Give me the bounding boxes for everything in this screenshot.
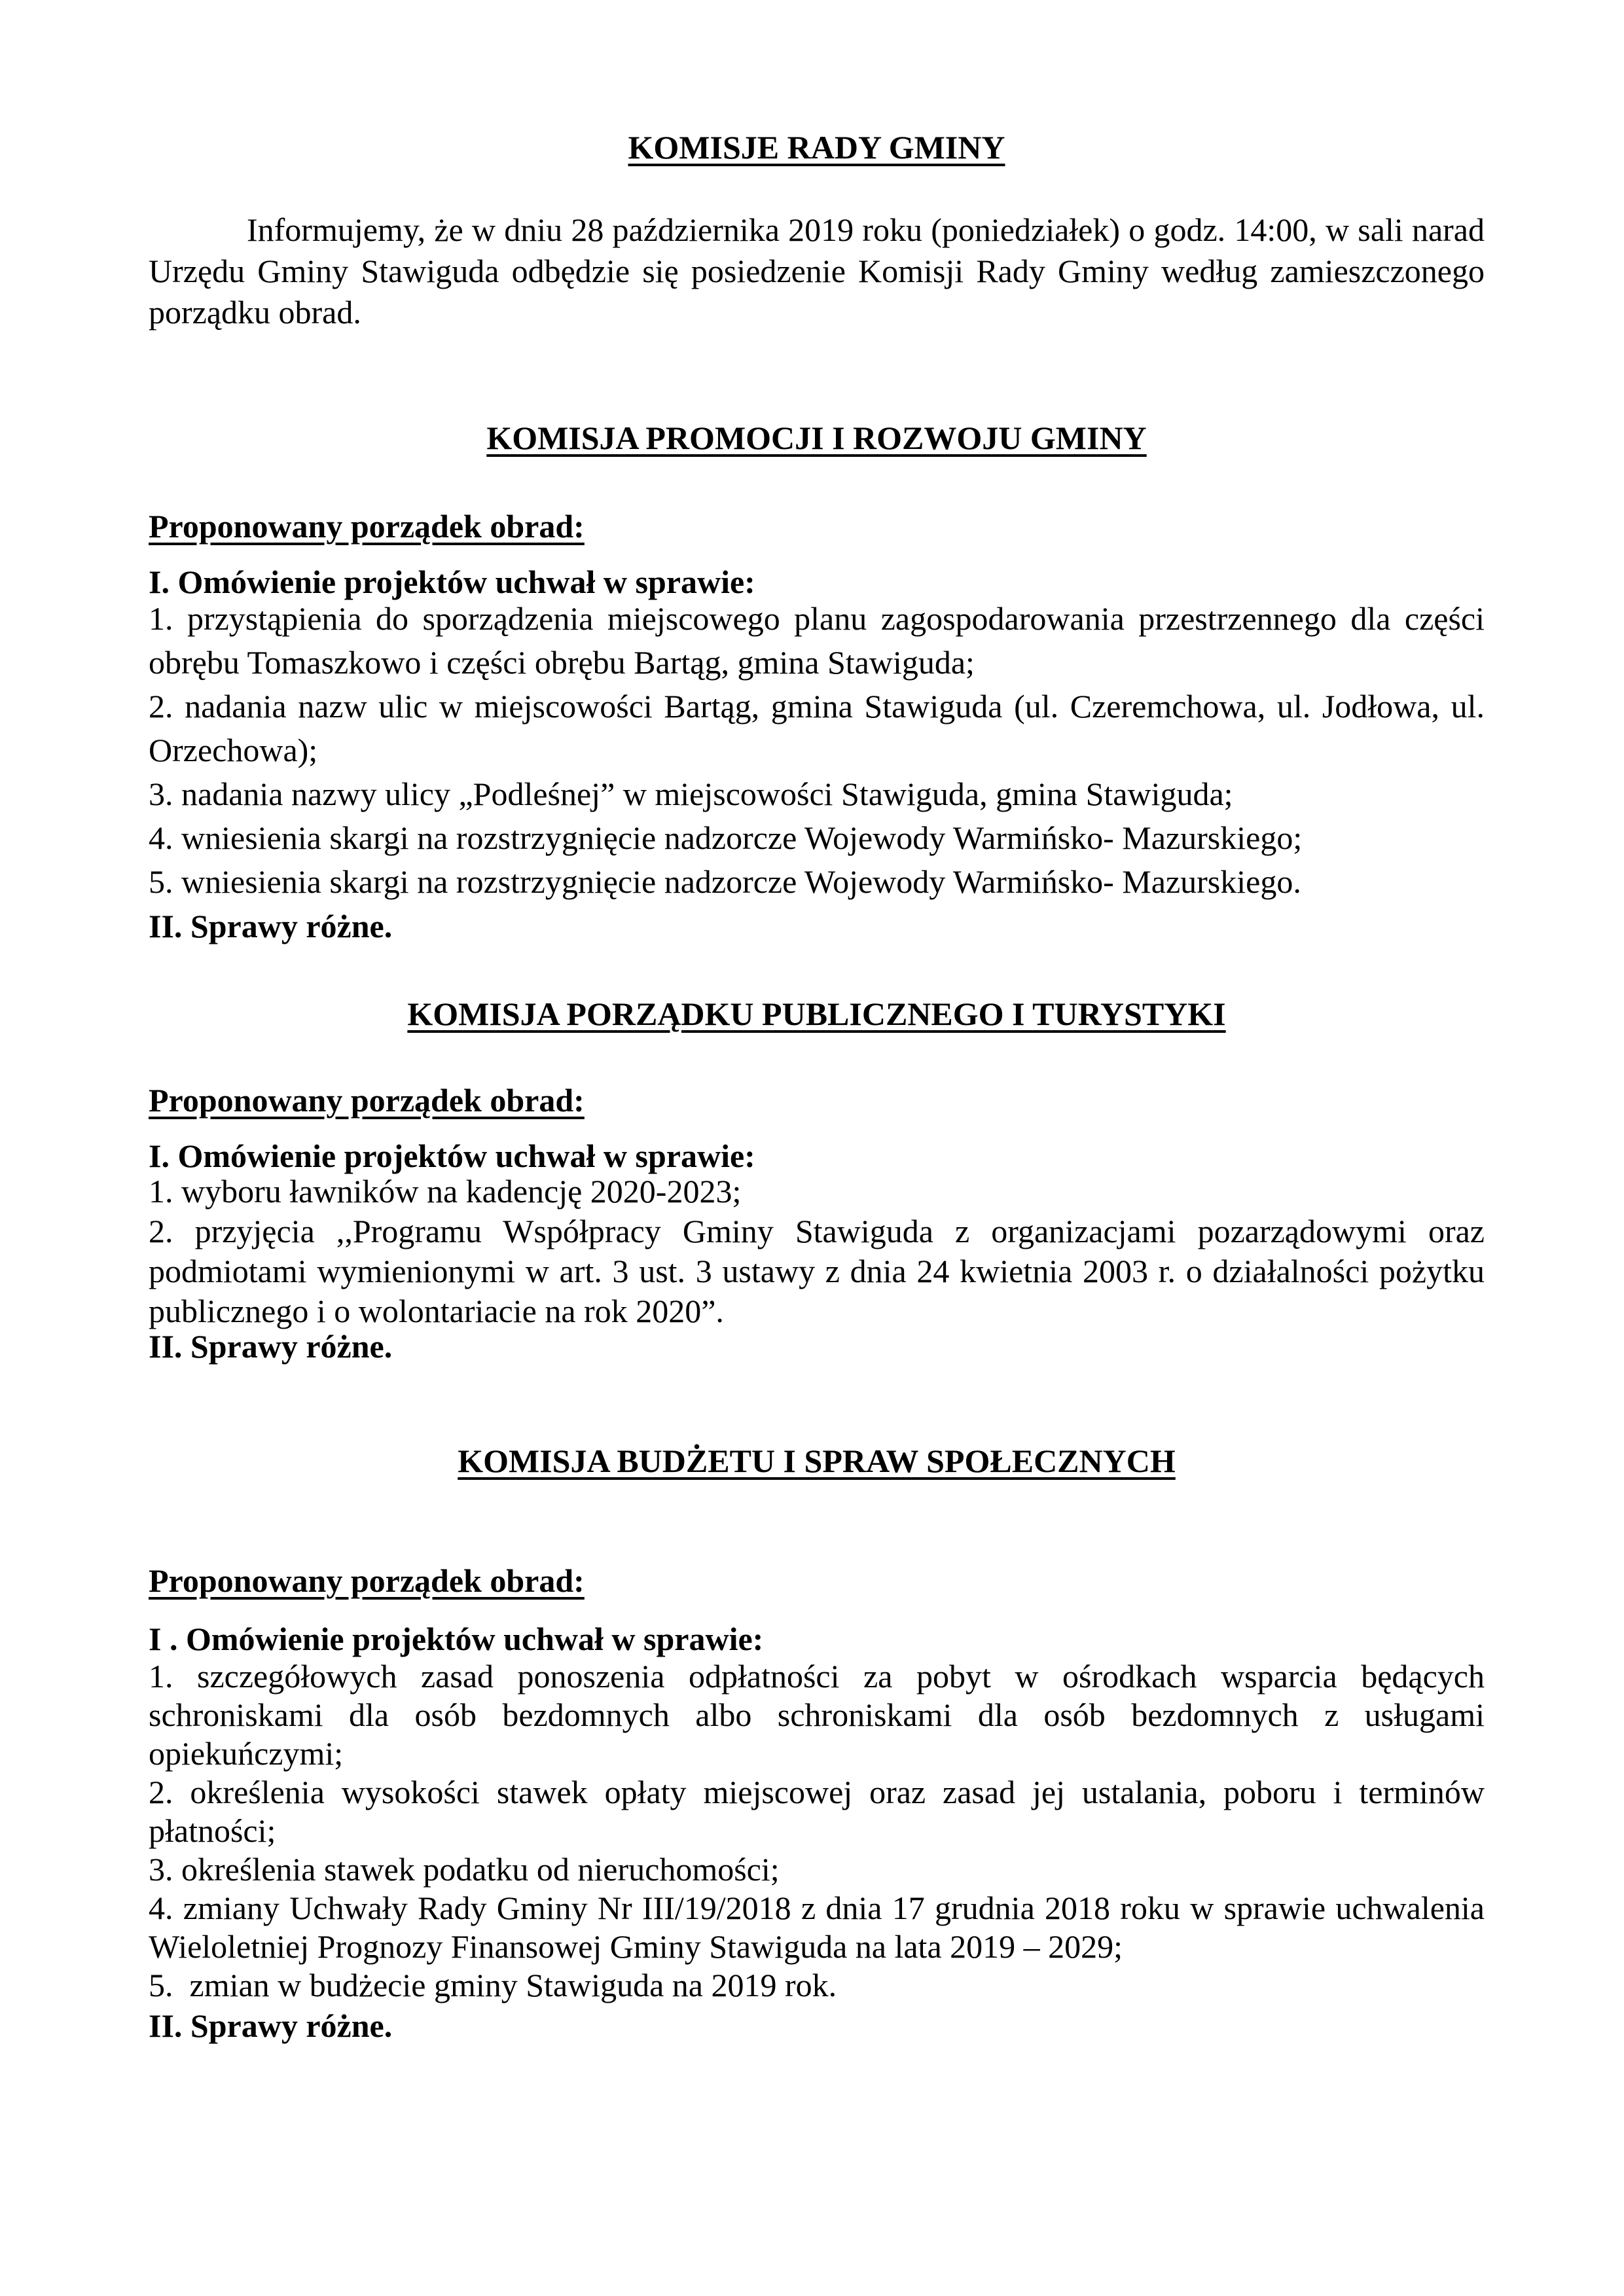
list-item: 5. wniesienia skargi na rozstrzygnięcie nadzorcze Wojewody Warmińsko- Mazurskiego. [149, 863, 1301, 900]
section-2-part-two: II. Sprawy różne. [149, 1328, 393, 1365]
document-title: KOMISJE RADY GMINY [628, 129, 1005, 166]
section-2-agenda-label-block [149, 1081, 1485, 1119]
list-item: 3. nadania nazwy ulicy „Podleśnej” w miejscowości Stawiguda, gmina Stawiguda; [149, 776, 1233, 812]
section-3-heading-block [149, 1442, 1485, 1480]
list-item: 2. przyjęcia ,,Programu Współpracy Gminy Stawiguda z organizacjami pozarządowymi oraz podmiotami wymienionymi w art. 3 ust. 3 ustawy z dnia 24 kwietnia 2003 r. o działalności pożytku publicznego i o wolontariacie na rok 2020”. [149, 1213, 1485, 1329]
section-3-agenda-label-block [149, 1562, 1485, 1600]
section-2-heading-block [149, 995, 1485, 1033]
section-1-part-one: I. Omówienie projektów uchwał w sprawie: [149, 564, 755, 600]
list-item: 1. wyboru ławników na kadencję 2020-2023; [149, 1173, 742, 1210]
list-item: 3. określenia stawek podatku od nieruchomości; [149, 1851, 780, 1888]
section-2-heading: KOMISJA PORZĄDKU PUBLICZNEGO I TURYSTYKI [407, 996, 1226, 1032]
section-3-heading: KOMISJA BUDŻETU I SPRAW SPOŁECZNYCH [458, 1443, 1176, 1479]
document-title-block [149, 128, 1485, 166]
section-1-items [149, 597, 1485, 904]
section-2-part-one: I. Omówienie projektów uchwał w sprawie: [149, 1138, 755, 1174]
section-1-agenda-label-block [149, 507, 1485, 545]
list-item: 2. nadania nazw ulic w miejscowości Bartąg, gmina Stawiguda (ul. Czeremchowa, ul. Jodłowa, ul. Orzechowa); [149, 688, 1485, 768]
section-1-heading: KOMISJA PROMOCJI I ROZWOJU GMINY [486, 420, 1147, 456]
section-2-agenda-label: Proponowany porządek obrad: [149, 1082, 585, 1119]
list-item: 2. określenia wysokości stawek opłaty miejscowej oraz zasad jej ustalania, poboru i terminów płatności; [149, 1774, 1485, 1849]
section-1-agenda-label: Proponowany porządek obrad: [149, 508, 585, 545]
section-3-items [149, 1657, 1485, 2005]
list-item: 4. wniesienia skargi na rozstrzygnięcie nadzorcze Wojewody Warmińsko- Mazurskiego; [149, 819, 1303, 856]
intro-paragraph: Informujemy, że w dniu 28 października 2019 roku (poniedziałek) o godz. 14:00, w sali narad Urzędu Gminy Stawiguda odbędzie się posiedzenie Komisji Rady Gminy według zamieszczonego porządku obrad. [149, 211, 1485, 331]
list-item: 1. przystąpienia do sporządzenia miejscowego planu zagospodarowania przestrzennego dla części obrębu Tomaszkowo i części obrębu Bartąg, gmina Stawiguda; [149, 600, 1485, 681]
section-1-heading-block [149, 419, 1485, 457]
section-3-agenda-label: Proponowany porządek obrad: [149, 1562, 585, 1599]
section-1-part-two: II. Sprawy różne. [149, 908, 393, 944]
section-2-items [149, 1172, 1485, 1331]
section-3-part-one: I . Omówienie projektów uchwał w sprawie: [149, 1621, 764, 1657]
list-item: 1. szczegółowych zasad ponoszenia odpłatności za pobyt w ośrodkach wsparcia będących schroniskami dla osób bezdomnych albo schroniskami dla osób bezdomnych z usługami opiekuńczymi; [149, 1658, 1485, 1772]
section-3-part-two: II. Sprawy różne. [149, 2007, 393, 2044]
list-item: 5. zmian w budżecie gminy Stawiguda na 2019 rok. [149, 1967, 837, 2003]
list-item: 4. zmiany Uchwały Rady Gminy Nr III/19/2018 z dnia 17 grudnia 2018 roku w sprawie uchwalenia Wieloletniej Prognozy Finansowej Gminy Stawiguda na lata 2019 – 2029; [149, 1890, 1485, 1965]
